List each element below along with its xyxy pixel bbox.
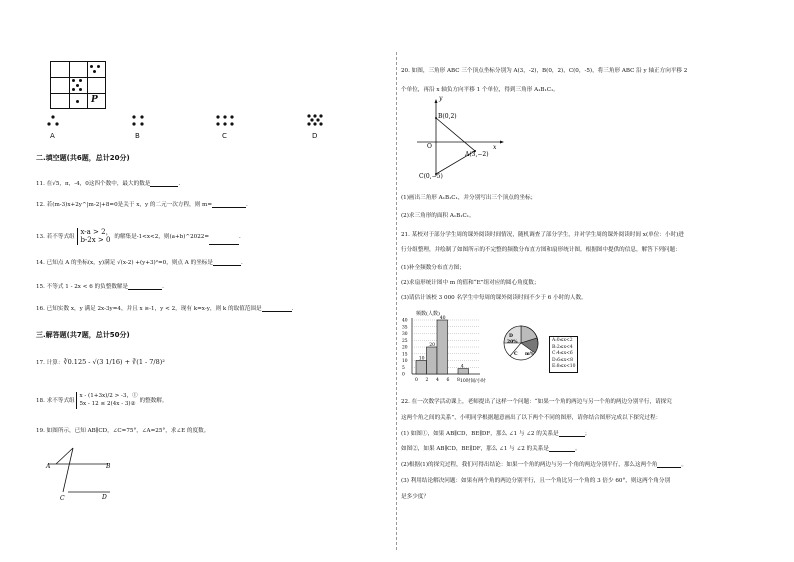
hist-ytick-label: 5 <box>402 365 405 371</box>
q19-figure <box>40 442 140 512</box>
question-15: 15. 不等式 1 - 2x < 6 的负整数解是 . <box>36 284 164 290</box>
frequency-histogram <box>398 308 498 388</box>
pie-label-m: m% <box>525 352 535 357</box>
hist-xtick-label: 4 <box>436 378 439 383</box>
option-d: D <box>312 132 318 140</box>
question-22-part2: (2)根据(1)的探究过程，我们可得出结论：如果一个角的两边与另一个角的两边分别平行，那么这两个角 。 <box>401 462 687 468</box>
hist-bar-label: 10 <box>418 356 425 362</box>
hist-ytick-label: 10 <box>402 359 408 365</box>
question-18: 18. 求不等式组 x - (1+3x)/2 > -3，① 5x - 12 ≤ 2(4x - 3)② 的整数解。 <box>36 393 168 408</box>
hist-xtick-label: 2 <box>425 378 429 383</box>
question-22-part3b: 是多少度？ <box>401 494 429 500</box>
column-divider <box>396 52 397 550</box>
q19-label-d: D <box>102 494 107 501</box>
question-16: 16. 已知实数 x，y 满足 2x-3y=4，并且 x ≥-1，y < 2，现有 k=x-y，则 k 的取值范围是 . <box>36 306 294 312</box>
hist-ytick-label: 15 <box>402 352 408 358</box>
question-20-part1: (1)画出三角形 A₁B₁C₁，并分别写出三个顶点的坐标； <box>401 195 537 201</box>
hist-xlabel: 10时间/小时 <box>460 379 486 384</box>
y-axis-label: y <box>439 95 443 102</box>
q20-coordinate-graph <box>415 95 515 188</box>
pie-label-d: D <box>509 334 513 339</box>
hist-bar-label: 40 <box>439 316 446 321</box>
hist-xtick-label: 0 <box>415 378 418 383</box>
hist-bar <box>437 320 448 374</box>
pie-label-c: C <box>514 352 518 357</box>
vertex-b-label: B(0,2) <box>438 113 457 120</box>
question-22-part3: (3) 利用结论解决问题：如果有两个角的两边分别平行，且一个角比另一个角的 3 倍少 60°，则这两个角分别 <box>401 478 671 484</box>
option-c: C <box>222 132 227 140</box>
hist-bar <box>416 361 427 375</box>
question-22-line2: 这两个角之间的关系”，小明同学根据题意画出了以下两个不同的图形，请你结合图形完成以下探究过程： <box>401 415 662 421</box>
origin-label: O <box>427 143 432 150</box>
question-12: 12. 若(m-3)x+2y^|m-2|+8=0是关于 x，y 的二元一次方程，则 m= . <box>36 202 248 208</box>
question-20-line1: 20. 如图，三角形 ABC 三个顶点坐标分别为 A(3，-2)，B(0，2)，C(0，-5)，将三角形 ABC 沿 y 轴正方向平移 2 <box>401 68 688 74</box>
question-20-part2: (2)求三角形的面积 A₁B₁C₁。 <box>401 213 475 219</box>
question-22-part1b: 如图②，如果 AB∥CD，BE∥DF，那么 ∠1 与 ∠2 的关系是 。 <box>401 446 581 452</box>
question-11: 11. 在√5，π，-4，0这四个数中，最大的数是 . <box>36 181 181 187</box>
hist-ylabel: 频数(人数) <box>416 311 440 317</box>
vertex-a-label: A(3,−2) <box>465 151 489 158</box>
question-21-line1: 21. 某校对于部分学生周的课外阅读时间情况，随机调查了部分学生，并对学生周的课外阅读时间 x(单位：小时)进 <box>401 232 684 238</box>
hist-bar-label: 20 <box>429 343 436 348</box>
question-21-part3: (3)请估计该校 3 000 名学生中每周的课外阅读时间不少于 6 小时的人数。 <box>401 295 587 301</box>
section-answer-title: 三.解答题(共7题，总计50分) <box>36 331 130 339</box>
question-21-part1: (1)补全频数分布直方图； <box>401 265 465 271</box>
pie-chart <box>501 323 541 363</box>
vertex-c-label: C(0,−5) <box>419 173 443 180</box>
hist-ytick-label: 20 <box>402 345 408 351</box>
question-22-line1: 22. 在一次数学活动课上，老师提出了这样一个问题：“如果一个角的两边与另一个角的两边分别平行，请探究 <box>401 399 672 405</box>
hist-ytick-label: 0 <box>402 372 405 378</box>
q19-label-a: A <box>46 463 51 470</box>
hist-ytick-label: 25 <box>402 338 408 344</box>
grid-label-p: P <box>91 95 98 105</box>
hist-bar <box>427 347 438 374</box>
hist-ytick-label: 35 <box>402 325 408 331</box>
q19-label-c: C <box>60 495 65 502</box>
pie-legend: A:0≤x<2 B:2≤x<4 C:4≤x<6 D:6≤x<8 E:8≤x<10 <box>549 336 578 373</box>
hist-ytick-label: 40 <box>402 318 408 324</box>
hist-xtick-label: 8 <box>457 378 460 383</box>
q19-label-b: B <box>106 463 111 470</box>
hist-bar-label: 4 <box>460 364 464 370</box>
option-a: A <box>50 132 55 140</box>
option-b: B <box>135 132 140 140</box>
question-21-line2: 行分组整理，并绘制了如图所示的不完整的频数分布直方图和扇形统计图。根据图中提供的信息，解答下列问题： <box>401 247 681 253</box>
hist-ytick-label: 30 <box>402 332 408 338</box>
pie-label-d-percent: 20% <box>507 340 518 345</box>
question-22-part1: (1) 如图①，如果 AB∥CD，BE∥DF，那么 ∠1 与 ∠2 的关系是 ； <box>401 431 591 437</box>
hist-xtick-label: 6 <box>446 378 450 383</box>
x-axis-label: x <box>493 144 497 151</box>
question-14: 14. 已知点 A 的坐标(x，y)满足 √(x-2) +(y+3)²=0，则点 A 的坐标是 . <box>36 260 243 266</box>
section-fill-blank-title: 二.填空题(共6题，总计20分) <box>36 154 130 162</box>
question-13: 13. 若不等式组 x-a > 2， b-2x > 0 的解集是-1<x<2，则(a+b)^2022= . <box>36 228 241 245</box>
question-19: 19. 如图所示，已知 AB∥CD，∠C=75°，∠A=25°，求∠E 的度数。 <box>36 428 210 434</box>
question-21-part2: (2)求扇形统计图中 m 的值和“E”组对应的圆心角度数； <box>401 280 540 286</box>
question-17: 17. 计算：∛0.125 - √(3 1/16) + ∛(1 - 7/8)² <box>36 358 165 366</box>
question-20-line2: 个单位，再沿 x 轴负方向平移 1 个单位，得到三角形 A₁B₁C₁。 <box>401 87 559 93</box>
